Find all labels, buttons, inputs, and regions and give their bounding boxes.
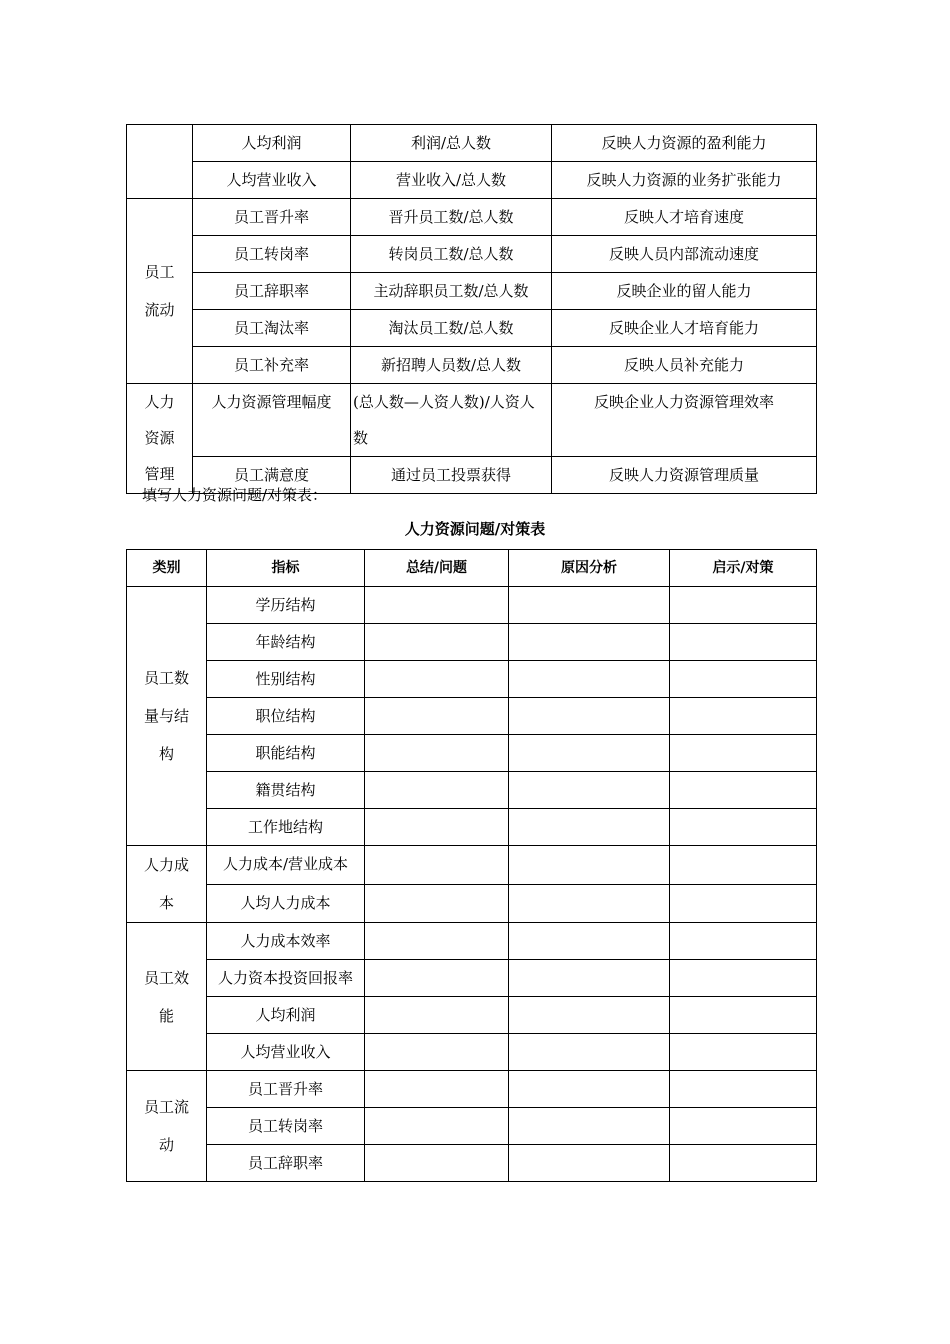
indicator-cell: 人力成本/营业成本 [207, 846, 365, 885]
table-row [127, 735, 817, 772]
header-row [127, 550, 817, 587]
table-row [127, 1145, 817, 1182]
meaning-cell: 反映人员内部流动速度 [552, 236, 817, 273]
summary-cell[interactable] [365, 846, 509, 885]
countermeasure-cell[interactable] [670, 1034, 817, 1071]
category-line: 员工效 [143, 968, 189, 987]
summary-cell[interactable] [365, 1145, 509, 1182]
indicator-cell: 员工淘汰率 [193, 310, 351, 347]
meaning-cell: 反映企业人才培育能力 [552, 310, 817, 347]
formula-cell: 营业收入/总人数 [351, 162, 552, 199]
category-line: 员工数 [143, 669, 189, 687]
cause-cell[interactable] [509, 923, 670, 960]
indicator-cell: 性别结构 [207, 661, 365, 698]
table-row [127, 624, 817, 661]
category-line: 量与结 [143, 707, 189, 725]
summary-cell[interactable] [365, 772, 509, 809]
formula-cell: (总人数—人资人数)/人资人数 [351, 384, 552, 457]
category-cell [127, 587, 207, 846]
cause-cell[interactable] [509, 960, 670, 997]
category-line: 人力 [144, 393, 175, 411]
table-row [127, 199, 817, 236]
cause-cell[interactable] [509, 735, 670, 772]
table-row [127, 809, 817, 846]
category-line: 员工 [144, 263, 175, 281]
category-cell [127, 846, 207, 923]
indicator-cell: 工作地结构 [207, 809, 365, 846]
table-row [127, 1108, 817, 1145]
summary-cell[interactable] [365, 1034, 509, 1071]
summary-cell[interactable] [365, 587, 509, 624]
indicator-cell: 人均利润 [207, 997, 365, 1034]
table-title: 人力资源问题/对策表 [404, 520, 546, 538]
table-row [127, 125, 817, 162]
table-row [127, 236, 817, 273]
cause-cell[interactable] [509, 772, 670, 809]
problem-countermeasure-table [126, 549, 817, 1182]
countermeasure-cell[interactable] [670, 997, 817, 1034]
category-cell [127, 384, 193, 494]
indicator-cell: 年龄结构 [207, 624, 365, 661]
formula-cell: 转岗员工数/总人数 [351, 236, 552, 273]
column-header: 指标 [207, 550, 365, 587]
cause-cell[interactable] [509, 1145, 670, 1182]
table-row [127, 384, 817, 457]
column-header: 总结/问题 [365, 550, 509, 587]
indicator-cell: 学历结构 [207, 587, 365, 624]
cause-cell[interactable] [509, 587, 670, 624]
summary-cell[interactable] [365, 698, 509, 735]
cause-cell[interactable] [509, 624, 670, 661]
indicator-table [126, 124, 817, 494]
category-cell [127, 125, 193, 199]
category-line: 员工流 [143, 1098, 189, 1116]
cause-cell[interactable] [509, 997, 670, 1034]
cause-cell[interactable] [509, 1034, 670, 1071]
column-header: 启示/对策 [670, 550, 817, 587]
indicator-cell: 人力资本投资回报率 [207, 960, 365, 997]
indicator-cell: 职能结构 [207, 735, 365, 772]
meaning-cell: 反映企业的留人能力 [552, 273, 817, 310]
countermeasure-cell[interactable] [670, 624, 817, 661]
summary-cell[interactable] [365, 1108, 509, 1145]
meaning-cell: 反映人员补充能力 [552, 347, 817, 384]
summary-cell[interactable] [365, 624, 509, 661]
countermeasure-cell[interactable] [670, 698, 817, 735]
table-body [127, 587, 817, 1182]
table-row [127, 162, 817, 199]
summary-cell[interactable] [365, 809, 509, 846]
table-row [127, 698, 817, 735]
formula-cell: 淘汰员工数/总人数 [351, 310, 552, 347]
countermeasure-cell[interactable] [670, 735, 817, 772]
table-row [127, 310, 817, 347]
table-row [127, 884, 817, 923]
indicator-cell: 人均利润 [193, 125, 351, 162]
summary-cell[interactable] [365, 1071, 509, 1108]
table-row [127, 960, 817, 997]
countermeasure-cell[interactable] [670, 1145, 817, 1182]
summary-cell[interactable] [365, 735, 509, 772]
table-row [127, 347, 817, 384]
table-row [127, 997, 817, 1034]
summary-cell[interactable] [365, 661, 509, 698]
category-line: 能 [158, 1006, 174, 1025]
column-header: 类别 [127, 550, 207, 587]
countermeasure-cell[interactable] [670, 661, 817, 698]
category-cell [127, 199, 193, 384]
category-line: 管理 [144, 465, 175, 483]
countermeasure-cell[interactable] [670, 1071, 817, 1108]
indicator-cell: 员工晋升率 [193, 199, 351, 236]
table-row [127, 661, 817, 698]
table-row [127, 587, 817, 624]
formula-cell: 主动辞职员工数/总人数 [351, 273, 552, 310]
indicator-cell: 员工满意度 [193, 457, 351, 494]
cause-cell[interactable] [509, 809, 670, 846]
countermeasure-cell[interactable] [670, 809, 817, 846]
cause-cell[interactable] [509, 884, 670, 923]
table-row [127, 1034, 817, 1071]
meaning-cell: 反映企业人力资源管理效率 [552, 384, 817, 457]
cause-cell[interactable] [509, 846, 670, 885]
cause-cell[interactable] [509, 1108, 670, 1145]
cause-cell[interactable] [509, 698, 670, 735]
countermeasure-cell[interactable] [670, 587, 817, 624]
category-line: 构 [158, 745, 174, 763]
summary-cell[interactable] [365, 923, 509, 960]
countermeasure-cell[interactable] [670, 772, 817, 809]
category-line: 人力成 [143, 856, 189, 874]
category-line: 流动 [144, 301, 175, 319]
cause-cell[interactable] [509, 661, 670, 698]
countermeasure-cell[interactable] [670, 1108, 817, 1145]
countermeasure-cell[interactable] [670, 923, 817, 960]
indicator-cell: 人均人力成本 [207, 884, 365, 923]
column-header: 原因分析 [509, 550, 670, 587]
cause-cell[interactable] [509, 1071, 670, 1108]
indicator-cell: 员工转岗率 [193, 236, 351, 273]
indicator-cell: 人均营业收入 [207, 1034, 365, 1071]
countermeasure-cell[interactable] [670, 846, 817, 885]
summary-cell[interactable] [365, 884, 509, 923]
summary-cell[interactable] [365, 997, 509, 1034]
category-line: 动 [158, 1136, 174, 1154]
formula-cell: 通过员工投票获得 [351, 457, 552, 494]
summary-cell[interactable] [365, 960, 509, 997]
indicator-cell: 员工晋升率 [207, 1071, 365, 1108]
indicator-cell: 籍贯结构 [207, 772, 365, 809]
formula-cell: 利润/总人数 [351, 125, 552, 162]
category-line: 本 [158, 894, 174, 912]
indicator-cell: 员工补充率 [193, 347, 351, 384]
countermeasure-cell[interactable] [670, 960, 817, 997]
table-row [127, 846, 817, 885]
instruction-text: 填写人力资源问题/对策表： [142, 486, 328, 504]
meaning-cell: 反映人才培育速度 [552, 199, 817, 236]
meaning-cell: 反映人力资源的业务扩张能力 [552, 162, 817, 199]
indicator-cell: 人力成本效率 [207, 923, 365, 960]
meaning-cell: 反映人力资源的盈利能力 [552, 125, 817, 162]
table-row [127, 772, 817, 809]
indicator-cell: 人力资源管理幅度 [193, 384, 351, 457]
category-line: 资源 [144, 429, 175, 447]
table-row [127, 273, 817, 310]
formula-cell: 晋升员工数/总人数 [351, 199, 552, 236]
indicator-cell: 员工辞职率 [207, 1145, 365, 1182]
indicator-cell: 人均营业收入 [193, 162, 351, 199]
category-cell [127, 923, 207, 1071]
indicator-cell: 员工辞职率 [193, 273, 351, 310]
category-cell [127, 1071, 207, 1182]
indicator-cell: 员工转岗率 [207, 1108, 365, 1145]
table-row [127, 1071, 817, 1108]
countermeasure-cell[interactable] [670, 884, 817, 923]
indicator-cell: 职位结构 [207, 698, 365, 735]
table-row [127, 923, 817, 960]
formula-cell: 新招聘人员数/总人数 [351, 347, 552, 384]
meaning-cell: 反映人力资源管理质量 [552, 457, 817, 494]
